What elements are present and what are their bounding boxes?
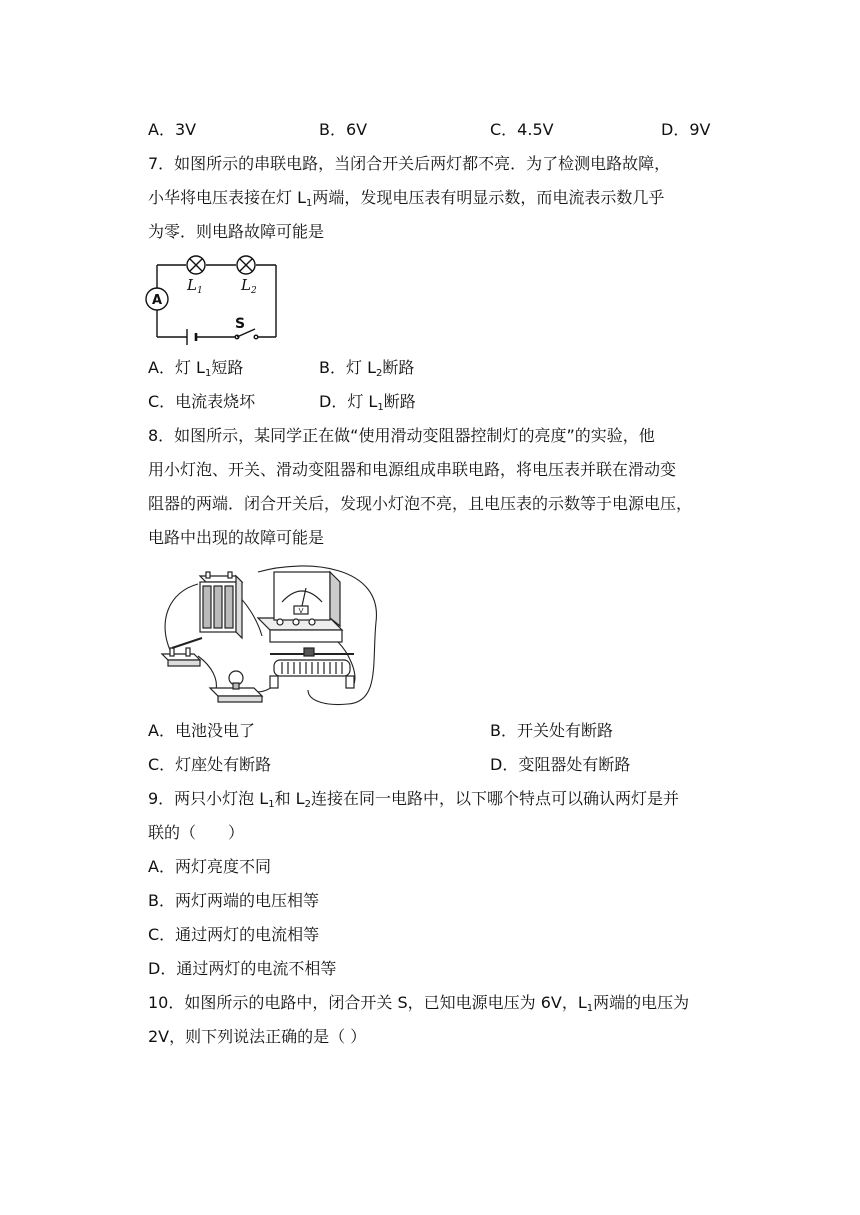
q7-option-c: C．电流表烧坏: [148, 392, 256, 411]
q9-text-line-1: 9．两只小灯泡 $L_1$和 $L_2$连接在同一电路中，以下哪个特点可以确认两灯是并: [148, 789, 679, 810]
q7-option-b: B．灯 $L_2$断路: [319, 358, 415, 379]
q8-option-c: C．灯座处有断路: [148, 755, 272, 774]
lamp-l2-label: $L_2$: [241, 276, 257, 296]
lamp-holder-icon: [210, 671, 262, 702]
battery-icon: [187, 329, 196, 345]
q7-option-a: A．灯 $L_1$短路: [148, 358, 244, 379]
q6-option-b: B．6V: [319, 120, 368, 139]
q6-option-d: D．9V: [661, 120, 711, 139]
svg-text:V: V: [298, 607, 304, 615]
voltmeter-icon: [258, 572, 342, 642]
q7-circuit-diagram: [140, 250, 290, 350]
q9-option-a: A．两灯亮度不同: [148, 857, 271, 876]
q9-option-d: D．通过两灯的电流不相等: [148, 959, 337, 978]
q9-option-b: B．两灯两端的电压相等: [148, 891, 319, 910]
q7-text-line-2: 小华将电压表接在灯 $L_1$两端，发现电压表有明显示数，而电流表示数几乎: [148, 188, 665, 209]
q8-experiment-illustration: [158, 562, 384, 708]
q9-option-c: C．通过两灯的电流相等: [148, 925, 320, 944]
battery-pack-icon: [200, 572, 242, 638]
q7-text-line-1: 7．如图所示的串联电路，当闭合开关后两灯都不亮．为了检测电路故障，: [148, 154, 671, 173]
q10-text-line-2: 2V，则下列说法正确的是（ ）: [148, 1027, 367, 1046]
q8-option-a: A．电池没电了: [148, 721, 255, 740]
q8-text-line-1: 8．如图所示，某同学正在做“使用滑动变阻器控制灯的亮度”的实验，他: [148, 426, 655, 445]
q9-text-line-2: 联的（ ）: [148, 823, 245, 842]
svg-text:A: A: [151, 293, 163, 308]
rheostat-icon: [270, 648, 354, 688]
q7-option-d: D．灯 $L_1$断路: [319, 392, 416, 413]
q8-text-line-2: 用小灯泡、开关、滑动变阻器和电源组成串联电路，将电压表并联在滑动变: [148, 460, 677, 479]
switch-label: S: [235, 316, 246, 332]
q8-option-d: D．变阻器处有断路: [490, 755, 631, 774]
lamp-l1-label: $L_1$: [187, 276, 203, 296]
q6-option-a: A．3V: [148, 120, 197, 139]
q7-text-line-3: 为零．则电路故障可能是: [148, 222, 325, 241]
knife-switch-icon: [162, 638, 202, 666]
ammeter-icon: [146, 288, 168, 310]
lamp-l1-icon: [187, 256, 205, 274]
q6-option-c: C．4.5V: [490, 120, 554, 139]
q8-option-b: B．开关处有断路: [490, 721, 613, 740]
q8-text-line-3: 阻器的两端．闭合开关后，发现小灯泡不亮，且电压表的示数等于电源电压，: [148, 494, 693, 513]
q8-text-line-4: 电路中出现的故障可能是: [148, 528, 325, 547]
lamp-l2-icon: [237, 256, 255, 274]
q10-text-line-1: 10．如图所示的电路中，闭合开关 S，已知电源电压为 6V，$L_1$两端的电压为: [148, 993, 690, 1014]
